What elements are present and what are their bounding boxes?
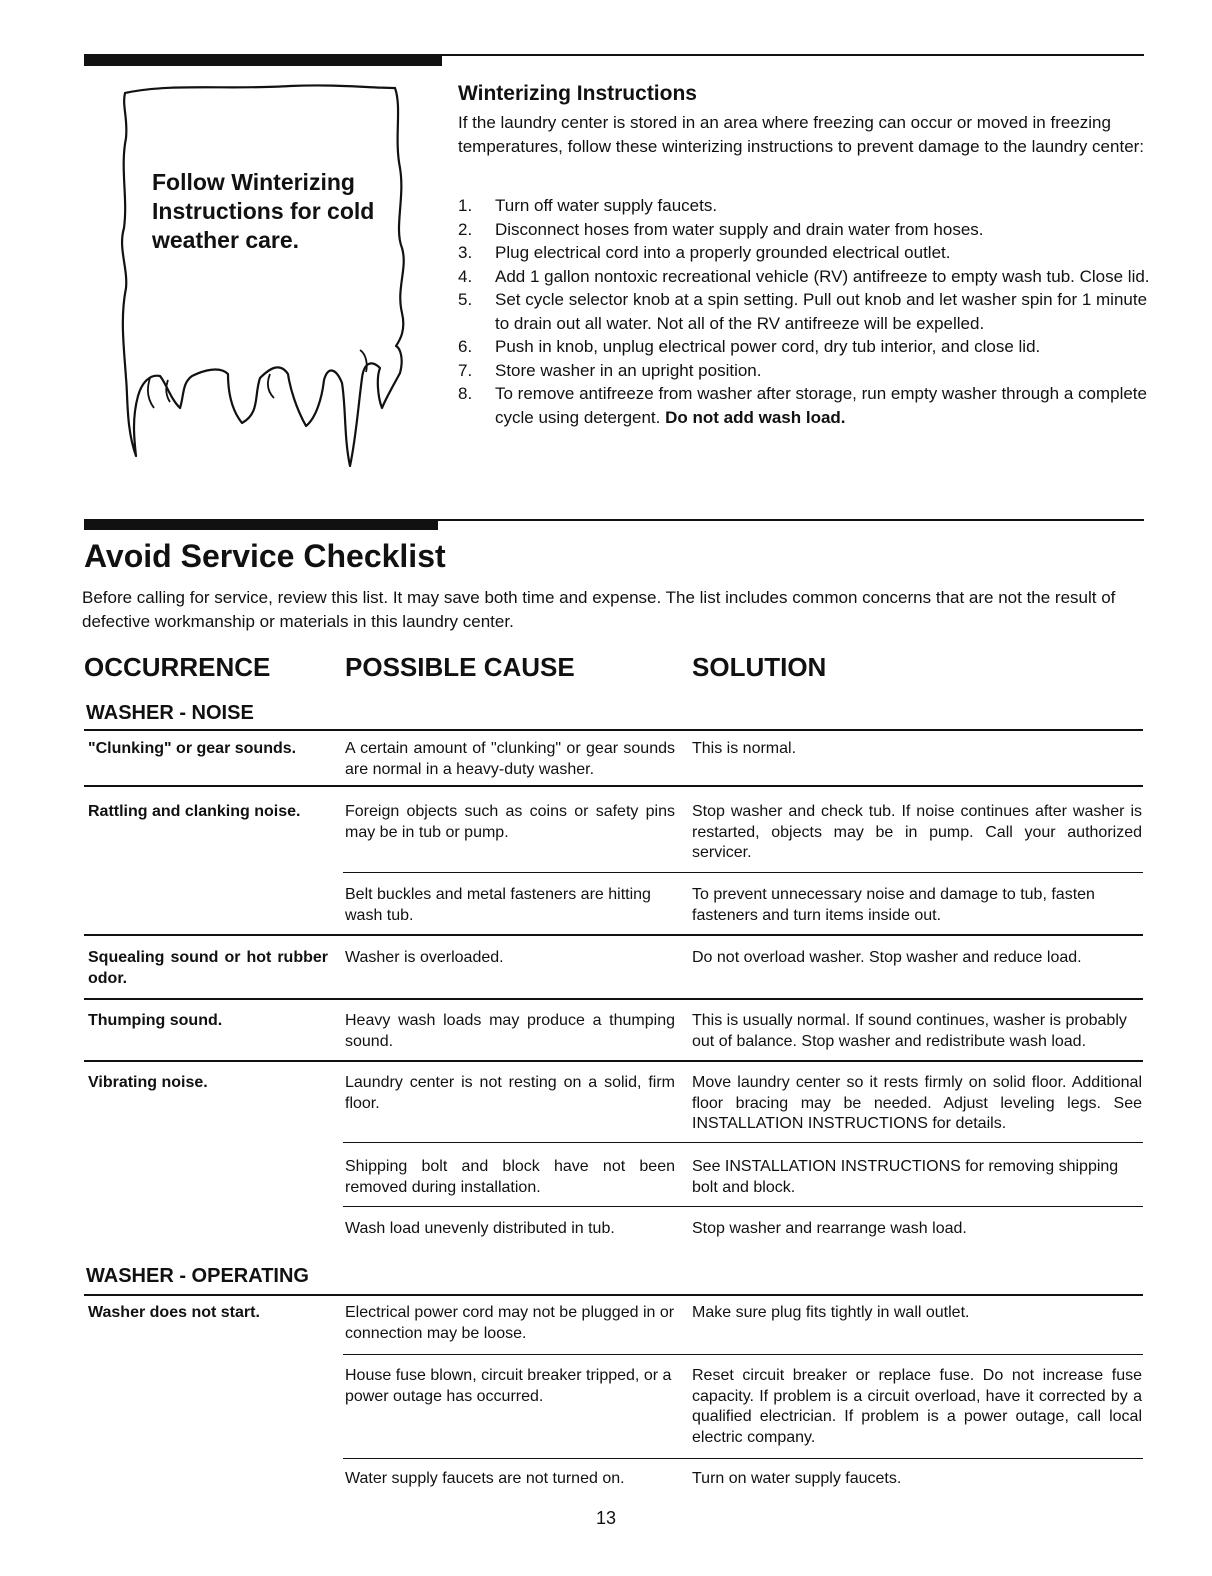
row-divider	[343, 1354, 1143, 1355]
solution-cell: Make sure plug fits tightly in wall outlet.	[692, 1304, 970, 1321]
section-heading-washer-operating: WASHER - OPERATING	[86, 1265, 309, 1287]
solution-cell: Turn on water supply faucets.	[692, 1470, 902, 1487]
winterizing-steps	[458, 194, 1150, 429]
column-header-solution: SOLUTION	[692, 652, 827, 682]
solution-cell: See INSTALLATION INSTRUCTIONS for removing shipping bolt and block.	[692, 1158, 1119, 1196]
cause-cell: Foreign objects such as coins or safety pins may be in tub or pump.	[345, 803, 675, 841]
solution-cell: To prevent unnecessary noise and damage to tub, fasten fasteners and turn items inside out.	[692, 886, 1095, 924]
winterizing-warning: Do not add wash load.	[665, 407, 846, 427]
winterizing-callout: Follow Winterizing Instructions for cold weather care.	[152, 169, 375, 253]
solution-cell: This is usually normal. If sound continues, washer is probably out of balance. Stop washer and redistribute wash load.	[692, 1012, 1127, 1050]
row-divider	[343, 1458, 1143, 1459]
column-header-possible-cause: POSSIBLE CAUSE	[345, 652, 575, 682]
solution-cell: Reset circuit breaker or replace fuse. Do not increase fuse capacity. If problem is a circuit overload, have it corrected by a qualified electrician. If problem is a power outage, call local electric company.	[692, 1367, 1142, 1446]
row-divider	[343, 1206, 1143, 1207]
icicle-frame-icon	[110, 78, 410, 473]
occurrence-cell: Thumping sound.	[88, 1012, 223, 1029]
checklist-title: Avoid Service Checklist	[84, 538, 446, 574]
cause-cell: Laundry center is not resting on a solid, firm floor.	[345, 1074, 675, 1112]
solution-cell: Move laundry center so it rests firmly on solid floor. Additional floor bracing may be needed. Adjust leveling legs. See INSTALLATION INSTRUCTIONS for details.	[692, 1074, 1142, 1132]
winterizing-step: 4. Add 1 gallon nontoxic recreational vehicle (RV) antifreeze to empty wash tub. Close lid.	[458, 266, 1150, 286]
section-rule	[84, 1294, 1143, 1296]
occurrence-cell: Squealing sound or hot rubber odor.	[88, 949, 328, 987]
cause-cell: Water supply faucets are not turned on.	[345, 1470, 625, 1487]
section-rule	[84, 729, 1143, 731]
page-number: 13	[595, 1508, 617, 1528]
cause-cell: Washer is overloaded.	[345, 949, 504, 966]
winterizing-step: 2. Disconnect hoses from water supply and drain water from hoses.	[458, 219, 984, 239]
occurrence-cell: "Clunking" or gear sounds.	[88, 740, 297, 757]
cause-cell: House fuse blown, circuit breaker tripped, or a power outage has occurred.	[345, 1367, 672, 1405]
cause-cell: Belt buckles and metal fasteners are hitting wash tub.	[345, 886, 651, 924]
winterizing-step: 8. To remove antifreeze from washer after storage, run empty washer through a complete cycle using detergent. Do not add wash load.	[458, 384, 1147, 427]
cause-cell: Electrical power cord may not be plugged in or connection may be loose.	[345, 1304, 675, 1342]
row-divider	[84, 785, 1143, 787]
solution-cell: This is normal.	[692, 740, 797, 757]
winterizing-step: 5. Set cycle selector knob at a spin setting. Pull out knob and let washer spin for 1 minute to drain out all water. Not all of the RV antifreeze will be expelled.	[458, 290, 1148, 333]
occurrence-cell: Rattling and clanking noise.	[88, 803, 301, 820]
winterizing-step: 3. Plug electrical cord into a properly grounded electrical outlet.	[458, 243, 951, 262]
row-divider	[84, 1060, 1143, 1062]
winterizing-title: Winterizing Instructions	[458, 82, 697, 105]
occurrence-cell: Washer does not start.	[88, 1304, 260, 1321]
section-heading-washer-noise: WASHER - NOISE	[86, 702, 254, 724]
row-divider	[343, 872, 1143, 873]
row-divider	[84, 934, 1143, 936]
cause-cell: Wash load unevenly distributed in tub.	[345, 1220, 615, 1237]
row-divider	[84, 998, 1143, 1000]
winterizing-intro: If the laundry center is stored in an area where freezing can occur or moved in freezing temperatures, follow these winterizing instructions to prevent damage to the laundry center:	[458, 113, 1145, 156]
solution-cell: Stop washer and rearrange wash load.	[692, 1220, 967, 1237]
checklist-rule-thin	[84, 519, 1144, 521]
checklist-intro: Before calling for service, review this list. It may save both time and expense. The list includes common concerns that are not the result of defective workmanship or materials in this laundry center.	[82, 588, 1116, 631]
solution-cell: Do not overload washer. Stop washer and reduce load.	[692, 949, 1082, 966]
winterizing-step: 6. Push in knob, unplug electrical power cord, dry tub interior, and close lid.	[458, 337, 1041, 356]
top-rule-thin	[84, 54, 1144, 56]
cause-cell: A certain amount of "clunking" or gear sounds are normal in a heavy-duty washer.	[345, 740, 675, 778]
winterizing-step: 7. Store washer in an upright position.	[458, 360, 762, 380]
solution-cell: Stop washer and check tub. If noise continues after washer is restarted, objects may be in pump. Call your authorized servicer.	[692, 803, 1142, 861]
cause-cell: Shipping bolt and block have not been removed during installation.	[345, 1158, 675, 1196]
cause-cell: Heavy wash loads may produce a thumping sound.	[345, 1012, 675, 1050]
row-divider	[343, 1142, 1143, 1143]
column-header-occurrence: OCCURRENCE	[84, 652, 271, 682]
occurrence-cell: Vibrating noise.	[88, 1074, 208, 1091]
winterizing-step: 1. Turn off water supply faucets.	[458, 196, 718, 215]
